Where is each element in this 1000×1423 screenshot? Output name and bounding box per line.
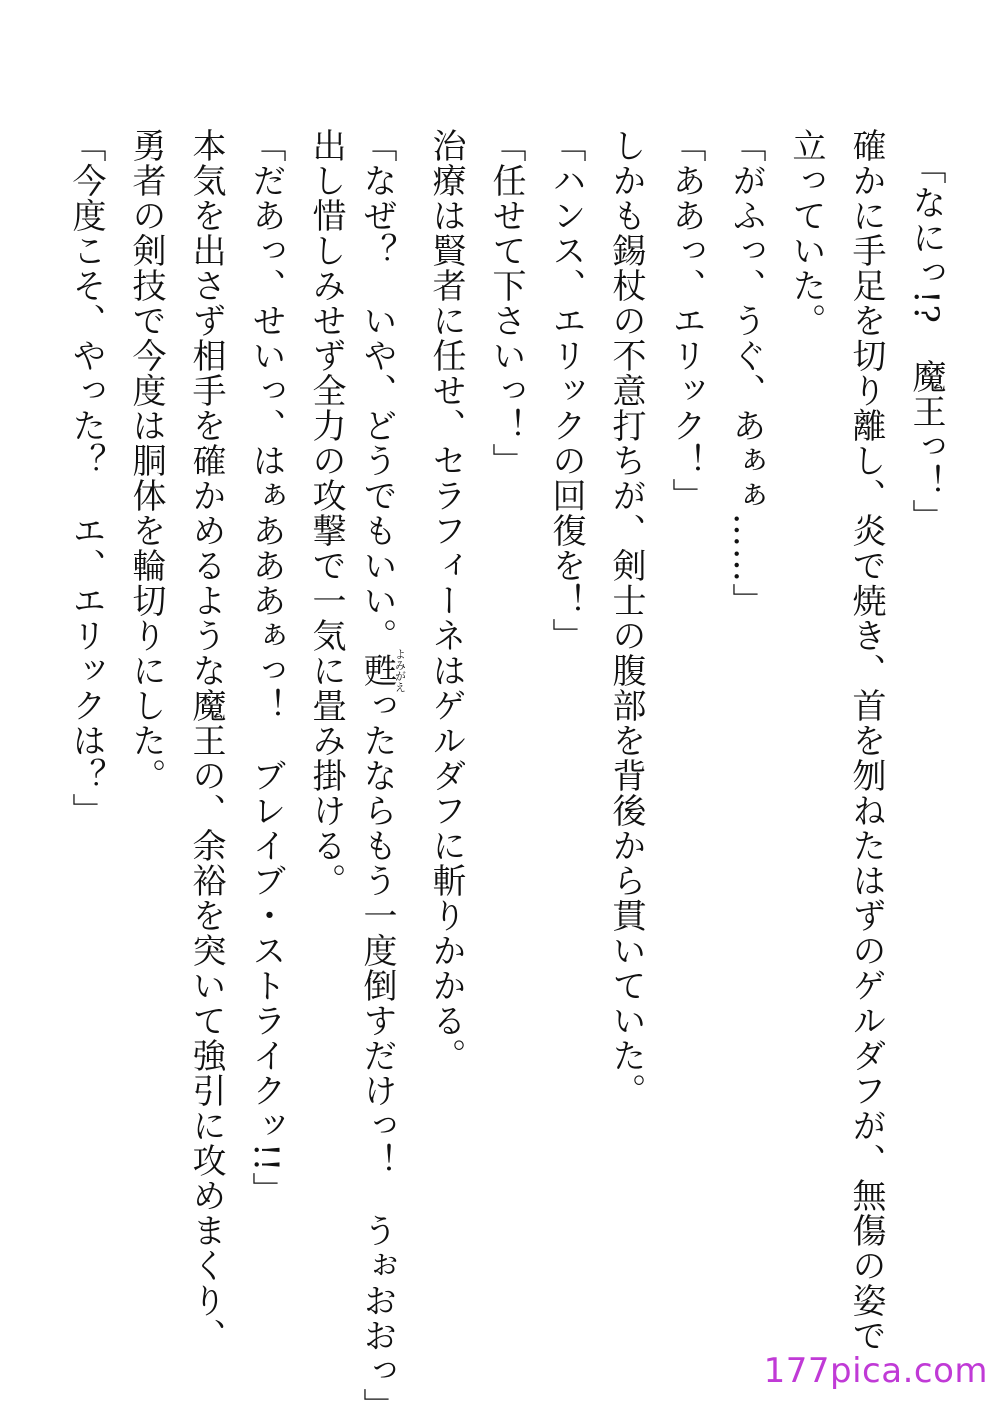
text-line-14: 勇者の剣技で今度は胴体を輪切りにした。 — [126, 128, 166, 793]
text-line-2: 立っていた。 — [786, 128, 826, 338]
text-line-6: 「ハンス、エリックの回復を！」 — [546, 128, 586, 653]
text-line-11: 出し惜しみせず全力の攻撃で一気に畳み掛ける。 — [306, 128, 346, 898]
text-line-0: 「なにっ!? 魔王っ！」 — [906, 150, 946, 534]
text-line-9: 「なぜ？ いや、どうでもいい。 — [357, 128, 397, 653]
text-line-7: 「任せて下さいっ！」 — [486, 128, 526, 478]
ruby-base: 甦 — [357, 648, 397, 693]
ruby-reading: よみがえ — [393, 648, 407, 693]
text-line-9-combined — [357, 128, 407, 1423]
text-line-10: ったならもう一度倒すだけっ！ うぉおおっ」 — [357, 688, 397, 1423]
ruby-word — [357, 648, 407, 693]
text-line-4: 「ああっ、エリック！」 — [666, 128, 706, 513]
text-line-8: 治療は賢者に任せ、セラフィーネはゲルダフに斬りかかる。 — [426, 128, 466, 1073]
text-line-12: 「だあっ、せいっ、はぁあああぁっ！ ブレイブ・ストライクッ!!」 — [246, 128, 286, 1208]
text-line-13: 本気を出さず相手を確かめるような魔王の、余裕を突いて強引に攻めまくり、 — [186, 128, 226, 1353]
text-line-1: 確かに手足を切り離し、炎で焼き、首を刎ねたはずのゲルダフが、無傷の姿で — [846, 128, 886, 1353]
text-line-5: しかも錫杖の不意打ちが、剣士の腹部を背後から貫いていた。 — [606, 128, 646, 1108]
watermark: 177pica.com — [763, 1351, 988, 1391]
text-line-3: 「がふっ、うぐ、あぁぁ……」 — [726, 128, 766, 618]
text-line-15: 「今度こそ、やった？ エ、エリックは？」 — [66, 128, 106, 828]
